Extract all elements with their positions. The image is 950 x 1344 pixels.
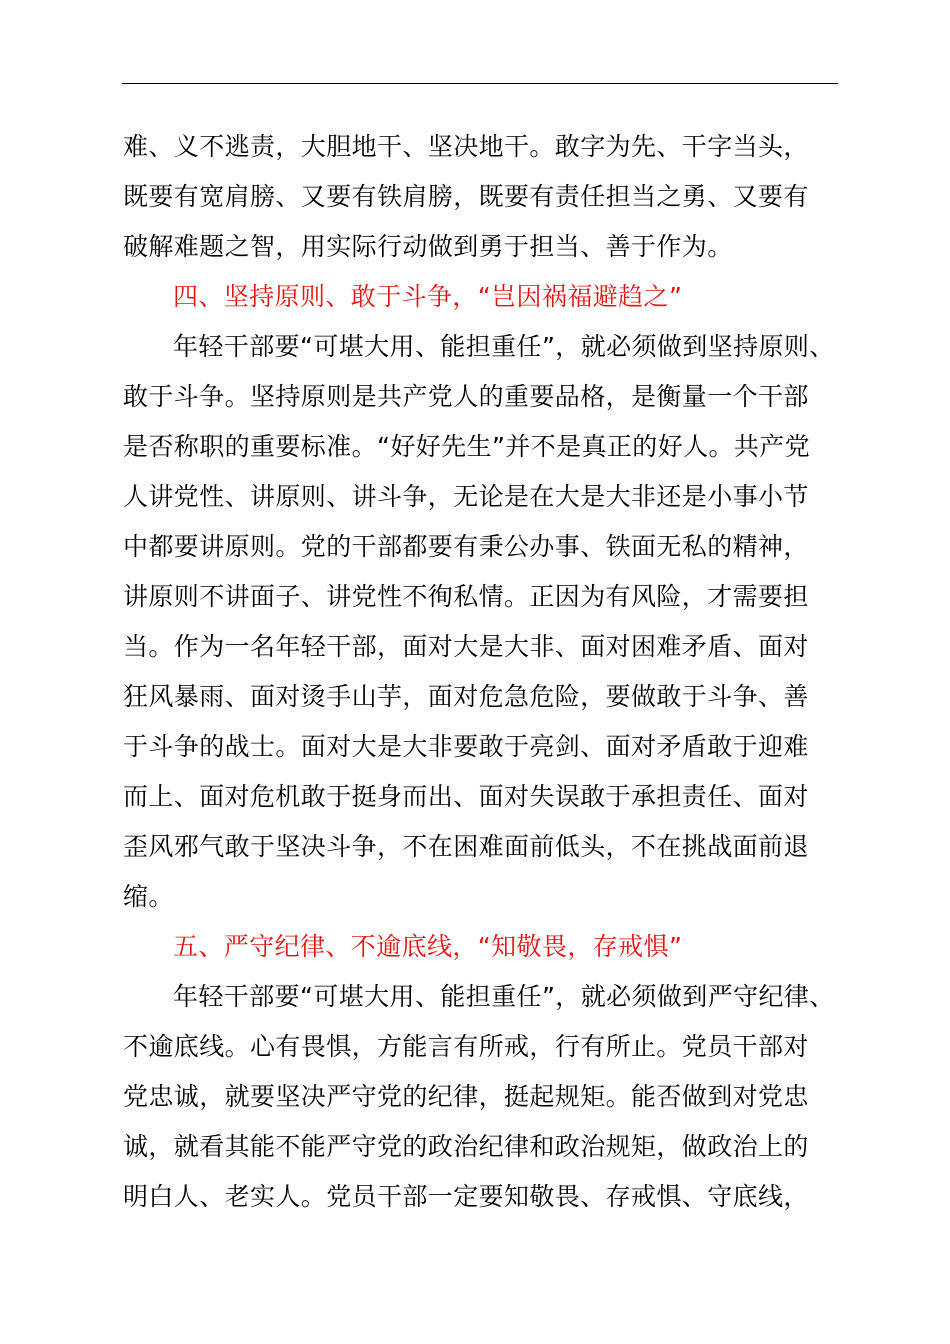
- document-body: [123, 122, 839, 1222]
- section-heading-5: 五、严守纪律、不逾底线，“知敬畏，存戒惧”: [173, 932, 683, 961]
- text-line: 人讲党性、讲原则、讲斗争，无论是在大是大非还是小事小节: [123, 482, 809, 511]
- text-line: 年轻干部要“可堪大用、能担重任”，就必须做到严守纪律、: [173, 982, 835, 1011]
- text-line: 歪风邪气敢于坚决斗争，不在困难面前低头，不在挑战面前退: [123, 832, 809, 861]
- text-line: 而上、面对危机敢于挺身而出、面对失误敢于承担责任、面对: [123, 782, 809, 811]
- text-line: 明白人、老实人。党员干部一定要知敬畏、存戒惧、守底线，: [123, 1182, 809, 1211]
- text-line: 不逾底线。心有畏惧，方能言有所戒，行有所止。党员干部对: [123, 1032, 809, 1061]
- text-line: 当。作为一名年轻干部，面对大是大非、面对困难矛盾、面对: [123, 632, 809, 661]
- text-line: 讲原则不讲面子、讲党性不徇私情。正因为有风险，才需要担: [123, 582, 809, 611]
- text-line: 狂风暴雨、面对烫手山芋，面对危急危险，要做敢于斗争、善: [123, 682, 809, 711]
- text-line: 破解难题之智，用实际行动做到勇于担当、善于作为。: [123, 232, 733, 261]
- continued-paragraph: [123, 122, 839, 272]
- text-line: 敢于斗争。坚持原则是共产党人的重要品格，是衡量一个干部: [123, 382, 809, 411]
- section-4-paragraph: [123, 322, 839, 922]
- text-line: 诚，就看其能不能严守党的政治纪律和政治规矩，做政治上的: [123, 1132, 809, 1161]
- text-line: 既要有宽肩膀、又要有铁肩膀，既要有责任担当之勇、又要有: [123, 182, 809, 211]
- text-line: 于斗争的战士。面对大是大非要敢于亮剑、面对矛盾敢于迎难: [123, 732, 809, 761]
- text-line: 年轻干部要“可堪大用、能担重任”，就必须做到坚持原则、: [173, 332, 835, 361]
- header-rule: [122, 83, 838, 84]
- text-line: 是否称职的重要标准。“好好先生”并不是真正的好人。共产党: [123, 432, 811, 461]
- text-line: 中都要讲原则。党的干部都要有秉公办事、铁面无私的精神，: [123, 532, 809, 561]
- section-5-paragraph: [123, 972, 839, 1222]
- text-line: 党忠诚，就要坚决严守党的纪律，挺起规矩。能否做到对党忠: [123, 1082, 809, 1111]
- section-heading-4: 四、坚持原则、敢于斗争，“岂因祸福避趋之”: [173, 282, 683, 311]
- text-line: 缩。: [123, 882, 174, 911]
- text-line: 难、义不逃责，大胆地干、坚决地干。敢字为先、干字当头，: [123, 132, 809, 161]
